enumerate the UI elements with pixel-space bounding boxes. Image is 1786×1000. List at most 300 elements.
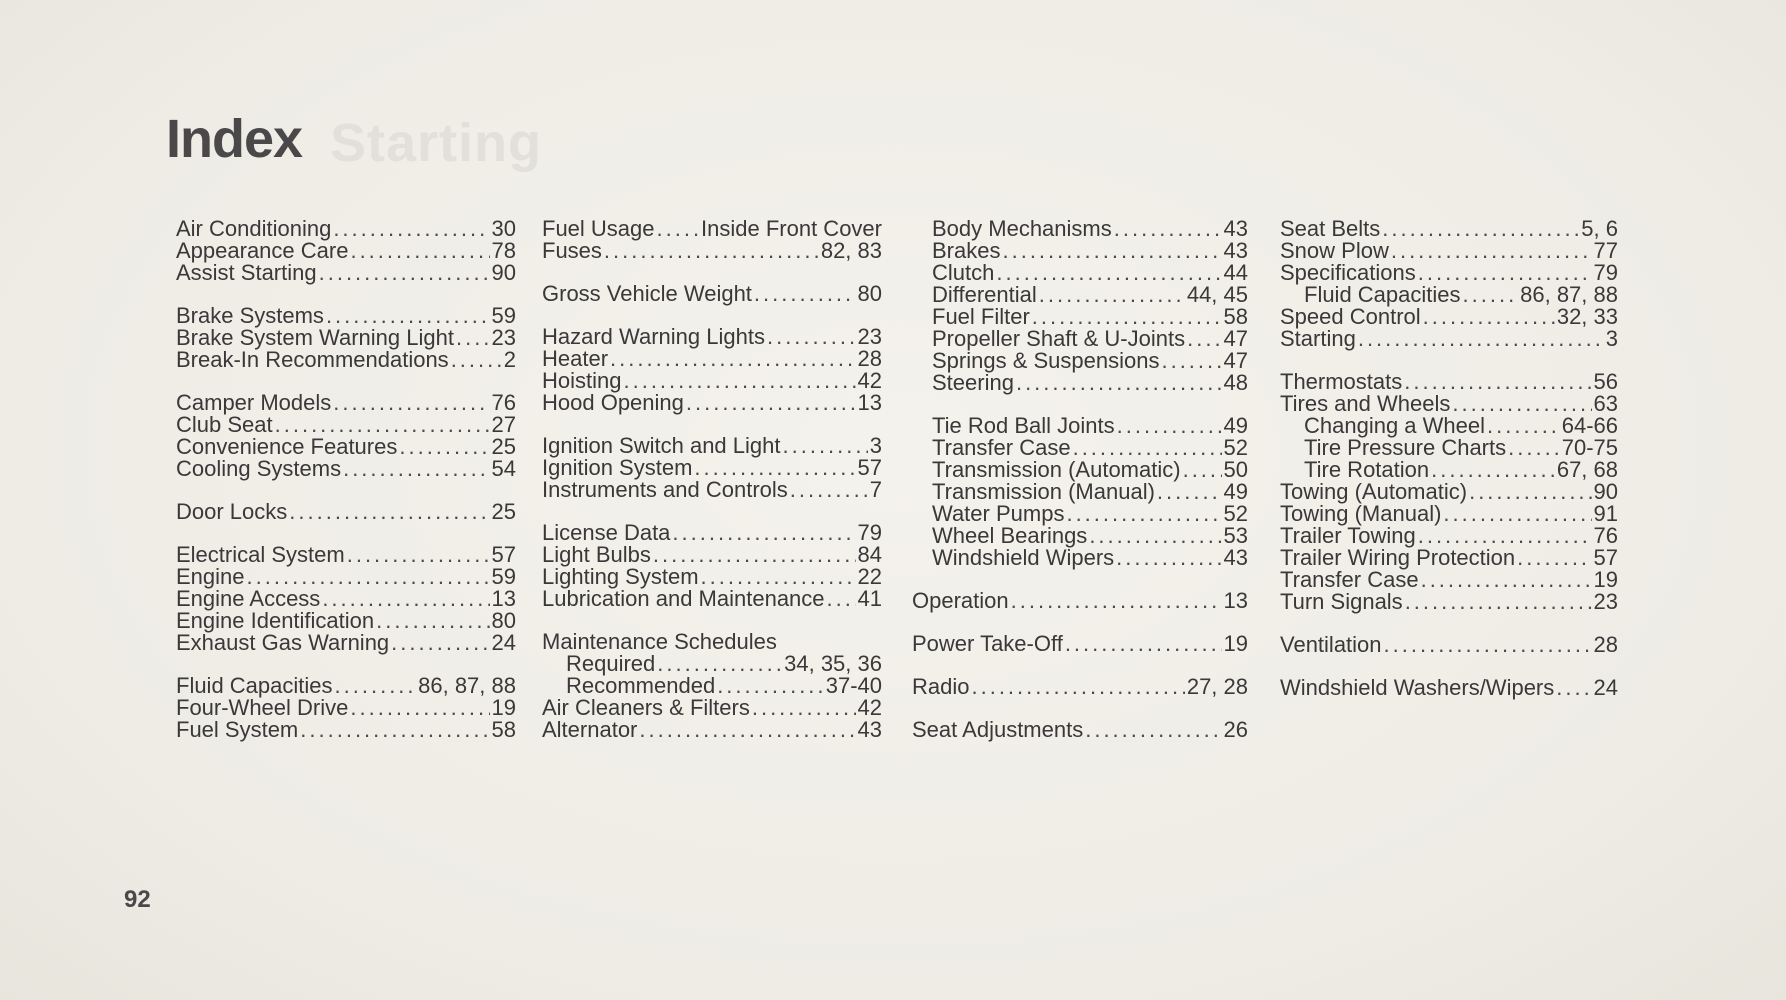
index-entry-pages: 2 xyxy=(503,347,516,372)
index-entry-pages: 86, 87, 88 xyxy=(1520,282,1618,307)
index-entry xyxy=(932,525,1248,547)
dot-leader xyxy=(754,283,856,305)
entry-spacer xyxy=(176,480,516,501)
index-entry xyxy=(176,240,516,262)
dot-leader xyxy=(343,458,489,480)
dot-leader xyxy=(1066,503,1221,525)
index-entry-pages: 5, 6 xyxy=(1581,216,1618,241)
index-entry-label: Seat Belts xyxy=(1280,216,1381,241)
dot-leader xyxy=(1117,415,1222,437)
index-entry xyxy=(932,437,1248,459)
dot-leader xyxy=(1469,481,1591,503)
index-column-4 xyxy=(1280,218,1618,699)
index-entry-pages: 19 xyxy=(1223,631,1248,656)
index-entry xyxy=(176,632,516,654)
index-entry xyxy=(542,326,882,348)
index-entry-label: Hood Opening xyxy=(542,390,684,415)
index-entry-pages: 63 xyxy=(1593,391,1618,416)
dot-leader xyxy=(701,566,856,588)
index-entry-label: Fluid Capacities xyxy=(176,673,333,698)
index-entry xyxy=(1280,459,1618,481)
index-entry xyxy=(176,414,516,436)
dot-leader xyxy=(1085,719,1221,741)
index-entry xyxy=(176,327,516,349)
dot-leader xyxy=(1032,306,1222,328)
dot-leader xyxy=(247,566,490,588)
index-entry xyxy=(542,479,882,501)
index-entry-label: Gross Vehicle Weight xyxy=(542,281,752,306)
index-entry-label: Tire Rotation xyxy=(1304,457,1430,482)
index-entry-label: Trailer Wiring Protection xyxy=(1280,545,1516,570)
entry-spacer xyxy=(542,262,882,283)
index-entry-pages: 44, 45 xyxy=(1186,282,1248,307)
dot-leader xyxy=(971,676,1184,698)
dot-leader xyxy=(335,675,417,697)
entry-spacer xyxy=(176,371,516,392)
page-title: Index xyxy=(166,109,303,169)
index-entry xyxy=(542,392,882,414)
index-entry-label: Fuel System xyxy=(176,717,299,742)
index-entry-pages: 43 xyxy=(857,717,882,742)
dot-leader xyxy=(767,326,856,348)
index-entry-pages: 27 xyxy=(491,412,516,437)
index-entry xyxy=(1280,569,1618,591)
index-entry xyxy=(1280,503,1618,525)
dot-leader xyxy=(1405,591,1592,613)
index-entry-pages: 13 xyxy=(857,390,882,415)
dot-leader xyxy=(610,348,855,370)
entry-spacer xyxy=(1280,656,1618,677)
dot-leader xyxy=(790,479,868,501)
index-entry-pages: 90 xyxy=(491,260,516,285)
index-entry-label: Cooling Systems xyxy=(176,456,342,481)
dot-leader xyxy=(783,435,868,457)
index-entry xyxy=(176,392,516,414)
dot-leader xyxy=(322,588,489,610)
index-entry-pages: 42 xyxy=(857,695,882,720)
index-entry xyxy=(932,459,1248,481)
index-entry-pages: 27, 28 xyxy=(1186,674,1248,699)
index-entry-pages: 48 xyxy=(1223,370,1248,395)
index-entry xyxy=(932,503,1248,525)
index-entry-label: Break-In Recommendations xyxy=(176,347,449,372)
index-entry-label: Water Pumps xyxy=(932,501,1065,526)
index-entry-pages: 57 xyxy=(857,455,882,480)
dot-leader xyxy=(1508,437,1560,459)
dot-leader xyxy=(1161,350,1221,372)
index-entry-label: Fuses xyxy=(542,238,602,263)
index-entry-label: Maintenance Schedules xyxy=(542,629,777,654)
index-entry-label: Brake System Warning Light xyxy=(176,325,454,350)
index-entry-label: Fuel Filter xyxy=(932,304,1030,329)
dot-leader xyxy=(376,610,489,632)
index-entry-pages: 23 xyxy=(491,325,516,350)
index-entry xyxy=(932,240,1248,262)
index-entry xyxy=(176,218,516,240)
dot-leader xyxy=(1016,372,1222,394)
index-entry-pages: 13 xyxy=(1223,588,1248,613)
index-entry-label: Four-Wheel Drive xyxy=(176,695,349,720)
index-entry-pages: 22 xyxy=(857,564,882,589)
index-entry-pages: 47 xyxy=(1223,348,1248,373)
dot-leader xyxy=(1418,525,1592,547)
dot-leader xyxy=(672,522,855,544)
dot-leader xyxy=(827,588,856,610)
index-entry-label: Power Take-Off xyxy=(912,631,1063,656)
dot-leader xyxy=(1418,262,1592,284)
index-entry xyxy=(1280,525,1618,547)
index-entry xyxy=(176,588,516,610)
index-entry xyxy=(1280,415,1618,437)
dot-leader xyxy=(1443,503,1591,525)
index-entry-pages: 52 xyxy=(1223,501,1248,526)
entry-spacer xyxy=(1280,350,1618,371)
index-entry xyxy=(1280,437,1618,459)
index-entry-pages: 86, 87, 88 xyxy=(418,673,516,698)
dot-leader xyxy=(657,653,782,675)
dot-leader xyxy=(1002,240,1221,262)
index-entry xyxy=(176,719,516,741)
dot-leader xyxy=(1431,459,1555,481)
index-entry xyxy=(932,284,1248,306)
index-entry-label: Tires and Wheels xyxy=(1280,391,1451,416)
dot-leader xyxy=(1187,328,1221,350)
index-entry-pages: 54 xyxy=(491,456,516,481)
index-entry xyxy=(1280,634,1618,656)
index-entry-pages: 25 xyxy=(491,499,516,524)
index-entry-label: Alternator xyxy=(542,717,638,742)
index-entry-label: Tie Rod Ball Joints xyxy=(932,413,1115,438)
index-entry-label: Trailer Towing xyxy=(1280,523,1416,548)
index-entry-label: Ignition Switch and Light xyxy=(542,433,781,458)
index-entry-label: Ignition System xyxy=(542,455,693,480)
index-entry-pages: 28 xyxy=(1593,632,1618,657)
index-entry-label: Convenience Features xyxy=(176,434,398,459)
dot-leader xyxy=(333,218,489,240)
index-entry-pages: 47 xyxy=(1223,326,1248,351)
page-number: 92 xyxy=(124,886,151,913)
dot-leader xyxy=(996,262,1221,284)
dot-leader xyxy=(319,262,490,284)
entry-spacer xyxy=(932,569,1248,590)
index-entry-pages: 28 xyxy=(857,346,882,371)
index-entry xyxy=(912,590,1248,612)
dot-leader xyxy=(1423,306,1555,328)
index-entry-pages: 43 xyxy=(1223,216,1248,241)
index-entry xyxy=(542,588,882,610)
index-entry-pages: 24 xyxy=(1593,675,1618,700)
index-column-2 xyxy=(542,218,882,741)
index-entry-pages: 91 xyxy=(1593,501,1618,526)
index-entry xyxy=(542,435,882,457)
dot-leader xyxy=(391,632,489,654)
index-entry-label: Hazard Warning Lights xyxy=(542,324,765,349)
dot-leader xyxy=(653,544,856,566)
index-entry-pages: 58 xyxy=(491,717,516,742)
index-entry-pages: 76 xyxy=(491,390,516,415)
index-entry xyxy=(176,697,516,719)
index-entry xyxy=(1280,677,1618,699)
dot-leader xyxy=(604,240,819,262)
index-entry-pages: 24 xyxy=(491,630,516,655)
dot-leader xyxy=(1391,240,1592,262)
index-entry-pages: 59 xyxy=(491,303,516,328)
index-entry-pages: 53 xyxy=(1223,523,1248,548)
index-entry-label: Camper Models xyxy=(176,390,332,415)
index-column-3 xyxy=(912,216,1248,742)
index-entry xyxy=(932,218,1248,240)
index-entry xyxy=(932,328,1248,350)
index-entry xyxy=(932,372,1248,394)
index-entry-pages: 80 xyxy=(491,608,516,633)
dot-leader xyxy=(1039,284,1185,306)
index-entry-label: Light Bulbs xyxy=(542,542,651,567)
index-entry-label: Turn Signals xyxy=(1280,589,1403,614)
index-entry-label: Body Mechanisms xyxy=(932,216,1112,241)
dot-leader xyxy=(1358,328,1604,350)
index-entry-label: Differential xyxy=(932,282,1037,307)
dot-leader xyxy=(694,457,855,479)
index-entry xyxy=(1280,393,1618,415)
index-entry-pages: 80 xyxy=(857,281,882,306)
index-entry-label: Windshield Wipers xyxy=(932,545,1115,570)
entry-spacer xyxy=(542,414,882,435)
entry-spacer xyxy=(176,284,516,305)
index-column-1 xyxy=(176,218,516,741)
dot-leader xyxy=(1382,218,1579,240)
index-entry-label: Operation xyxy=(912,588,1009,613)
dot-leader xyxy=(717,675,824,697)
index-entry xyxy=(542,283,882,305)
entry-spacer xyxy=(932,394,1248,415)
index-entry-pages: 23 xyxy=(857,324,882,349)
entry-spacer xyxy=(932,612,1248,633)
index-entry xyxy=(932,415,1248,437)
index-entry xyxy=(1280,240,1618,262)
index-entry-pages: 49 xyxy=(1223,479,1248,504)
index-entry xyxy=(542,457,882,479)
index-entry-pages: 82, 83 xyxy=(820,238,882,263)
index-entry-pages: 19 xyxy=(1593,567,1618,592)
index-entry-pages: 52 xyxy=(1223,435,1248,460)
index-entry xyxy=(542,675,882,697)
index-entry-pages: 26 xyxy=(1223,717,1248,742)
dot-leader xyxy=(326,305,490,327)
index-entry-label: Lubrication and Maintenance xyxy=(542,586,825,611)
dot-leader xyxy=(300,719,489,741)
index-entry xyxy=(1280,547,1618,569)
index-entry-label: Instruments and Controls xyxy=(542,477,788,502)
background-bleedthrough-heading: Starting xyxy=(330,113,543,173)
index-entry xyxy=(176,436,516,458)
dot-leader xyxy=(1517,547,1591,569)
dot-leader xyxy=(657,218,700,240)
dot-leader xyxy=(1116,547,1221,569)
index-entry xyxy=(1280,371,1618,393)
dot-leader xyxy=(1463,284,1519,306)
index-entry-pages: 41 xyxy=(857,586,882,611)
index-entry xyxy=(542,631,882,653)
index-entry xyxy=(542,370,882,392)
index-entry-label: Towing (Manual) xyxy=(1280,501,1442,526)
index-entry xyxy=(1280,328,1618,350)
entry-spacer xyxy=(932,655,1248,676)
index-entry-label: Fuel Usage xyxy=(542,216,655,241)
dot-leader xyxy=(1384,634,1592,656)
dot-leader xyxy=(1089,525,1221,547)
index-entry-pages: 57 xyxy=(491,542,516,567)
index-entry xyxy=(176,349,516,371)
index-entry-label: Radio xyxy=(912,674,970,699)
index-entry xyxy=(912,676,1248,698)
index-entry xyxy=(176,675,516,697)
index-entry-pages: 34, 35, 36 xyxy=(784,651,882,676)
index-entry-label: Exhaust Gas Warning xyxy=(176,630,390,655)
index-entry-pages: 30 xyxy=(491,216,516,241)
dot-leader xyxy=(1421,569,1592,591)
index-entry-label: Engine xyxy=(176,564,245,589)
index-entry xyxy=(932,481,1248,503)
dot-leader xyxy=(1065,633,1222,655)
index-entry-label: Towing (Automatic) xyxy=(1280,479,1468,504)
index-entry xyxy=(1280,262,1618,284)
index-entry-label: Propeller Shaft & U-Joints xyxy=(932,326,1186,351)
index-entry-pages: 90 xyxy=(1593,479,1618,504)
dot-leader xyxy=(1157,481,1222,503)
index-entry-pages: 3 xyxy=(1605,326,1618,351)
index-entry-label: Snow Plow xyxy=(1280,238,1389,263)
index-entry-label: Club Seat xyxy=(176,412,273,437)
dot-leader xyxy=(639,719,855,741)
index-entry-label: Fluid Capacities xyxy=(1304,282,1461,307)
dot-leader xyxy=(350,697,489,719)
index-entry-pages: 49 xyxy=(1223,413,1248,438)
dot-leader xyxy=(347,544,490,566)
index-entry-pages: 79 xyxy=(857,520,882,545)
index-entry-label: Transfer Case xyxy=(1280,567,1419,592)
index-entry xyxy=(542,719,882,741)
index-entry-label: Windshield Washers/Wipers xyxy=(1280,675,1555,700)
index-entry-pages: 78 xyxy=(491,238,516,263)
index-entry-label: Transmission (Manual) xyxy=(932,479,1155,504)
index-entry xyxy=(1280,306,1618,328)
index-entry-label: Brake Systems xyxy=(176,303,324,328)
index-entry-pages: 70-75 xyxy=(1561,435,1618,460)
index-entry xyxy=(176,305,516,327)
index-entry xyxy=(542,240,882,262)
index-entry-pages: 57 xyxy=(1593,545,1618,570)
index-entry-pages: 76 xyxy=(1593,523,1618,548)
index-entry-label: Ventilation xyxy=(1280,632,1382,657)
entry-spacer xyxy=(176,523,516,544)
index-entry-pages: 44 xyxy=(1223,260,1248,285)
dot-leader xyxy=(1487,415,1560,437)
index-entry xyxy=(932,547,1248,569)
dot-leader xyxy=(1404,371,1591,393)
index-entry-pages: 13 xyxy=(491,586,516,611)
dot-leader xyxy=(456,327,490,349)
dot-leader xyxy=(623,370,855,392)
index-entry-label: Appearance Care xyxy=(176,238,349,263)
index-entry-pages: Inside Front Cover xyxy=(701,216,882,241)
index-entry xyxy=(176,458,516,480)
index-entry-label: Engine Identification xyxy=(176,608,375,633)
index-entry-label: Assist Starting xyxy=(176,260,317,285)
dot-leader xyxy=(333,392,489,414)
index-entry-pages: 50 xyxy=(1223,457,1248,482)
index-entry-label: Clutch xyxy=(932,260,995,285)
index-entry xyxy=(542,566,882,588)
index-entry-pages: 43 xyxy=(1223,238,1248,263)
index-entry-label: Required xyxy=(566,651,656,676)
index-entry xyxy=(542,348,882,370)
dot-leader xyxy=(1556,677,1591,699)
dot-leader xyxy=(350,240,489,262)
index-entry xyxy=(542,697,882,719)
index-entry-pages: 64-66 xyxy=(1561,413,1618,438)
index-entry xyxy=(176,544,516,566)
index-entry-pages: 59 xyxy=(491,564,516,589)
dot-leader xyxy=(752,697,856,719)
index-entry xyxy=(542,653,882,675)
dot-leader xyxy=(686,392,856,414)
index-entry-pages: 3 xyxy=(869,433,882,458)
dot-leader xyxy=(1452,393,1591,415)
index-entry-pages: 77 xyxy=(1593,238,1618,263)
dot-leader xyxy=(1183,459,1222,481)
index-entry-label: Specifications xyxy=(1280,260,1416,285)
index-entry-label: Seat Adjustments xyxy=(912,717,1084,742)
index-entry-label: Transfer Case xyxy=(932,435,1071,460)
index-entry-label: Hoisting xyxy=(542,368,622,393)
index-entry-label: Steering xyxy=(932,370,1014,395)
index-entry xyxy=(932,262,1248,284)
index-entry-pages: 25 xyxy=(491,434,516,459)
index-entry-pages: 43 xyxy=(1223,545,1248,570)
entry-spacer xyxy=(1280,613,1618,634)
dot-leader xyxy=(275,414,490,436)
index-entry xyxy=(1280,284,1618,306)
index-entry-pages: 32, 33 xyxy=(1556,304,1618,329)
index-entry-label: Recommended xyxy=(566,673,716,698)
index-entry-label: Electrical System xyxy=(176,542,345,567)
index-entry-label: Starting xyxy=(1280,326,1356,351)
index-entry-label: Air Conditioning xyxy=(176,216,332,241)
index-entry xyxy=(932,350,1248,372)
index-entry-pages: 37-40 xyxy=(825,673,882,698)
index-entry xyxy=(1280,481,1618,503)
index-entry-label: Changing a Wheel xyxy=(1304,413,1486,438)
index-entry xyxy=(176,610,516,632)
entry-spacer xyxy=(542,610,882,631)
index-entry-pages: 7 xyxy=(869,477,882,502)
index-entry-pages: 56 xyxy=(1593,369,1618,394)
index-entry-label: Transmission (Automatic) xyxy=(932,457,1181,482)
dot-leader xyxy=(451,349,502,371)
index-entry xyxy=(1280,218,1618,240)
index-entry-label: Brakes xyxy=(932,238,1001,263)
entry-spacer xyxy=(932,698,1248,719)
index-entry-pages: 84 xyxy=(857,542,882,567)
index-entry-pages: 42 xyxy=(857,368,882,393)
index-entry xyxy=(176,262,516,284)
index-entry xyxy=(542,218,882,240)
index-entry-label: Lighting System xyxy=(542,564,699,589)
index-entry-label: Wheel Bearings xyxy=(932,523,1088,548)
index-entry-pages: 67, 68 xyxy=(1556,457,1618,482)
index-entry-label: License Data xyxy=(542,520,671,545)
dot-leader xyxy=(1114,218,1222,240)
